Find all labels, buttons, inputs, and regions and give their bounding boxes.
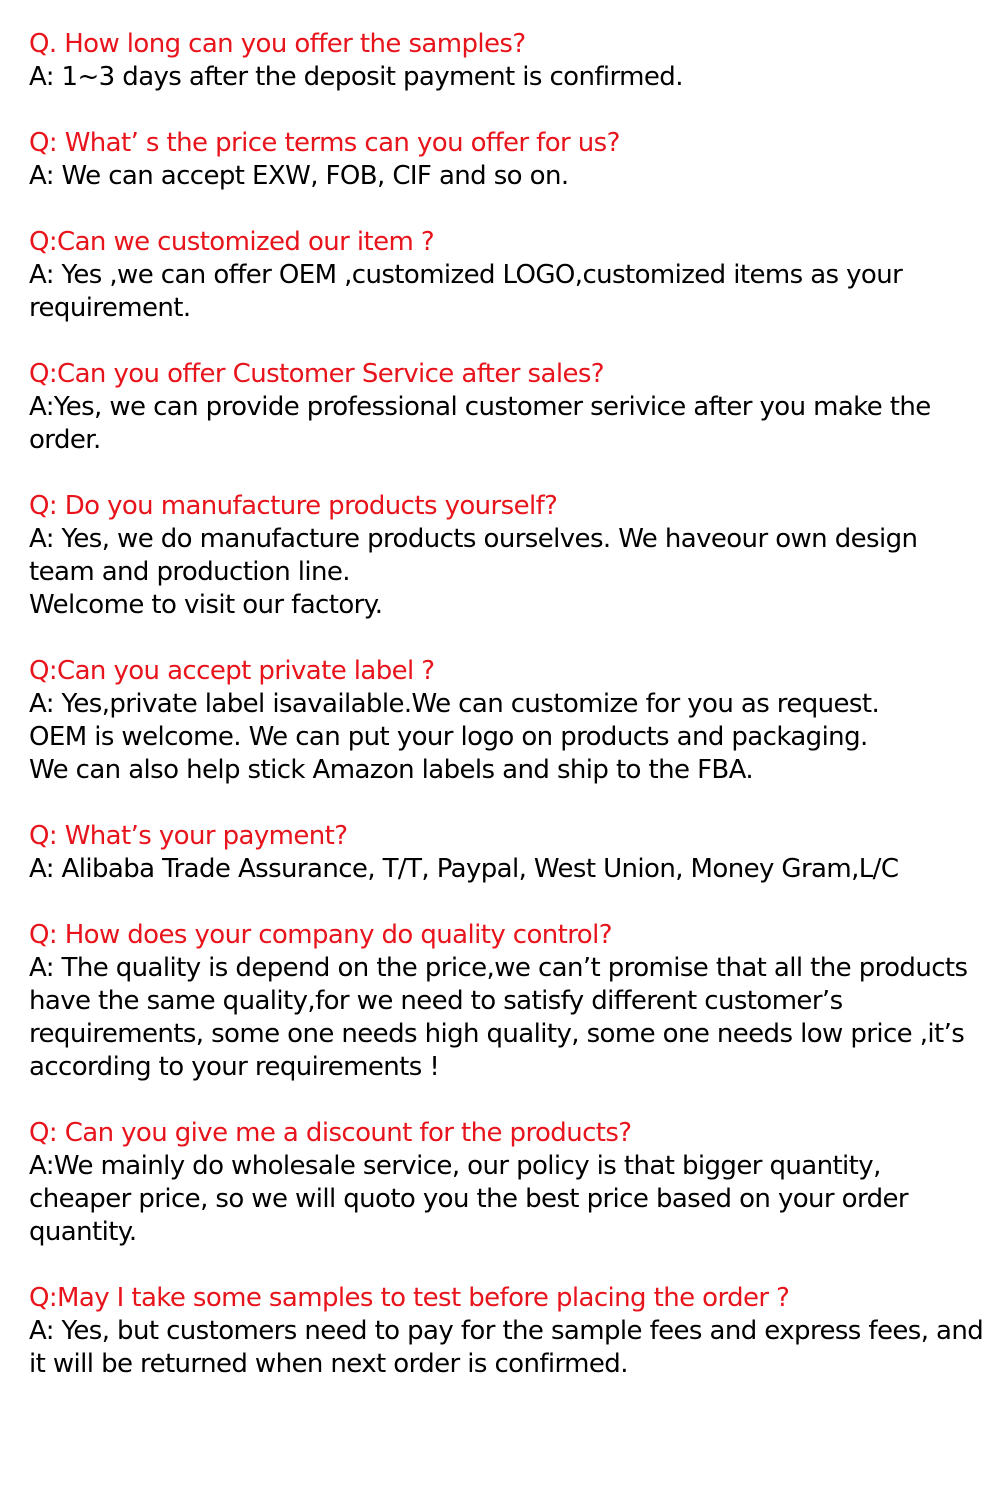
- faq-question: Q: What’s your payment?: [29, 821, 348, 851]
- faq-answer: [29, 523, 984, 622]
- faq-question: Q:Can you accept private label ?: [29, 656, 435, 686]
- faq-question: Q: Do you manufacture products yourself?: [29, 491, 558, 521]
- faq-item: [29, 1282, 984, 1381]
- faq-answer-line: Welcome to visit our factory.: [29, 590, 383, 620]
- faq-answer-line: A: We can accept EXW, FOB, CIF and so on.: [29, 161, 569, 191]
- faq-question: Q:May I take some samples to test before placing the order ?: [29, 1283, 790, 1313]
- faq-answer-line: A: Yes,private label isavailable.We can customize for you as request.: [29, 689, 880, 719]
- faq-answer: [29, 1150, 984, 1249]
- faq-answer: [29, 61, 984, 94]
- faq-answer-line: A: Yes, but customers need to pay for the sample fees and express fees, and it will be returned when next order is confirmed.: [29, 1316, 984, 1379]
- faq-answer: [29, 688, 984, 787]
- faq-list: [29, 28, 984, 1381]
- faq-answer-line: A: Yes, we do manufacture products ourselves. We haveour own design team and production line.: [29, 524, 918, 587]
- faq-question: Q:Can you offer Customer Service after sales?: [29, 359, 604, 389]
- faq-answer-line: A: The quality is depend on the price,we can’t promise that all the products have the same quality,for we need to satisfy different customer’s requirements, some one needs high quality, some one needs low price ,it’s according to your requirements !: [29, 953, 968, 1082]
- faq-answer: [29, 1315, 984, 1381]
- faq-answer-line: OEM is welcome. We can put your logo on products and packaging.: [29, 722, 868, 752]
- faq-item: [29, 28, 984, 94]
- faq-item: [29, 1117, 984, 1249]
- faq-answer-line: A:Yes, we can provide professional customer serivice after you make the order.: [29, 392, 931, 455]
- faq-question: Q: Can you give me a discount for the products?: [29, 1118, 632, 1148]
- faq-item: [29, 358, 984, 457]
- faq-question: Q: How does your company do quality control?: [29, 920, 612, 950]
- faq-answer-line: A: 1~3 days after the deposit payment is confirmed.: [29, 62, 683, 92]
- faq-answer: [29, 160, 984, 193]
- faq-question: Q:Can we customized our item ?: [29, 227, 435, 257]
- faq-answer-line: A:We mainly do wholesale service, our policy is that bigger quantity, cheaper price, so we will quoto you the best price based on your order quantity.: [29, 1151, 908, 1247]
- faq-item: [29, 127, 984, 193]
- faq-item: [29, 820, 984, 886]
- faq-question: Q: What’ s the price terms can you offer for us?: [29, 128, 620, 158]
- faq-answer: [29, 391, 984, 457]
- faq-item: [29, 490, 984, 622]
- faq-item: [29, 655, 984, 787]
- faq-answer: [29, 259, 984, 325]
- faq-answer-line: A: Yes ,we can offer OEM ,customized LOGO,customized items as your requirement.: [29, 260, 903, 323]
- faq-answer: [29, 952, 984, 1084]
- faq-item: [29, 226, 984, 325]
- faq-answer-line: A: Alibaba Trade Assurance, T/T, Paypal, West Union, Money Gram,L/C: [29, 854, 899, 884]
- faq-answer-line: We can also help stick Amazon labels and ship to the FBA.: [29, 755, 754, 785]
- faq-answer: [29, 853, 984, 886]
- faq-item: [29, 919, 984, 1084]
- faq-question: Q. How long can you offer the samples?: [29, 29, 526, 59]
